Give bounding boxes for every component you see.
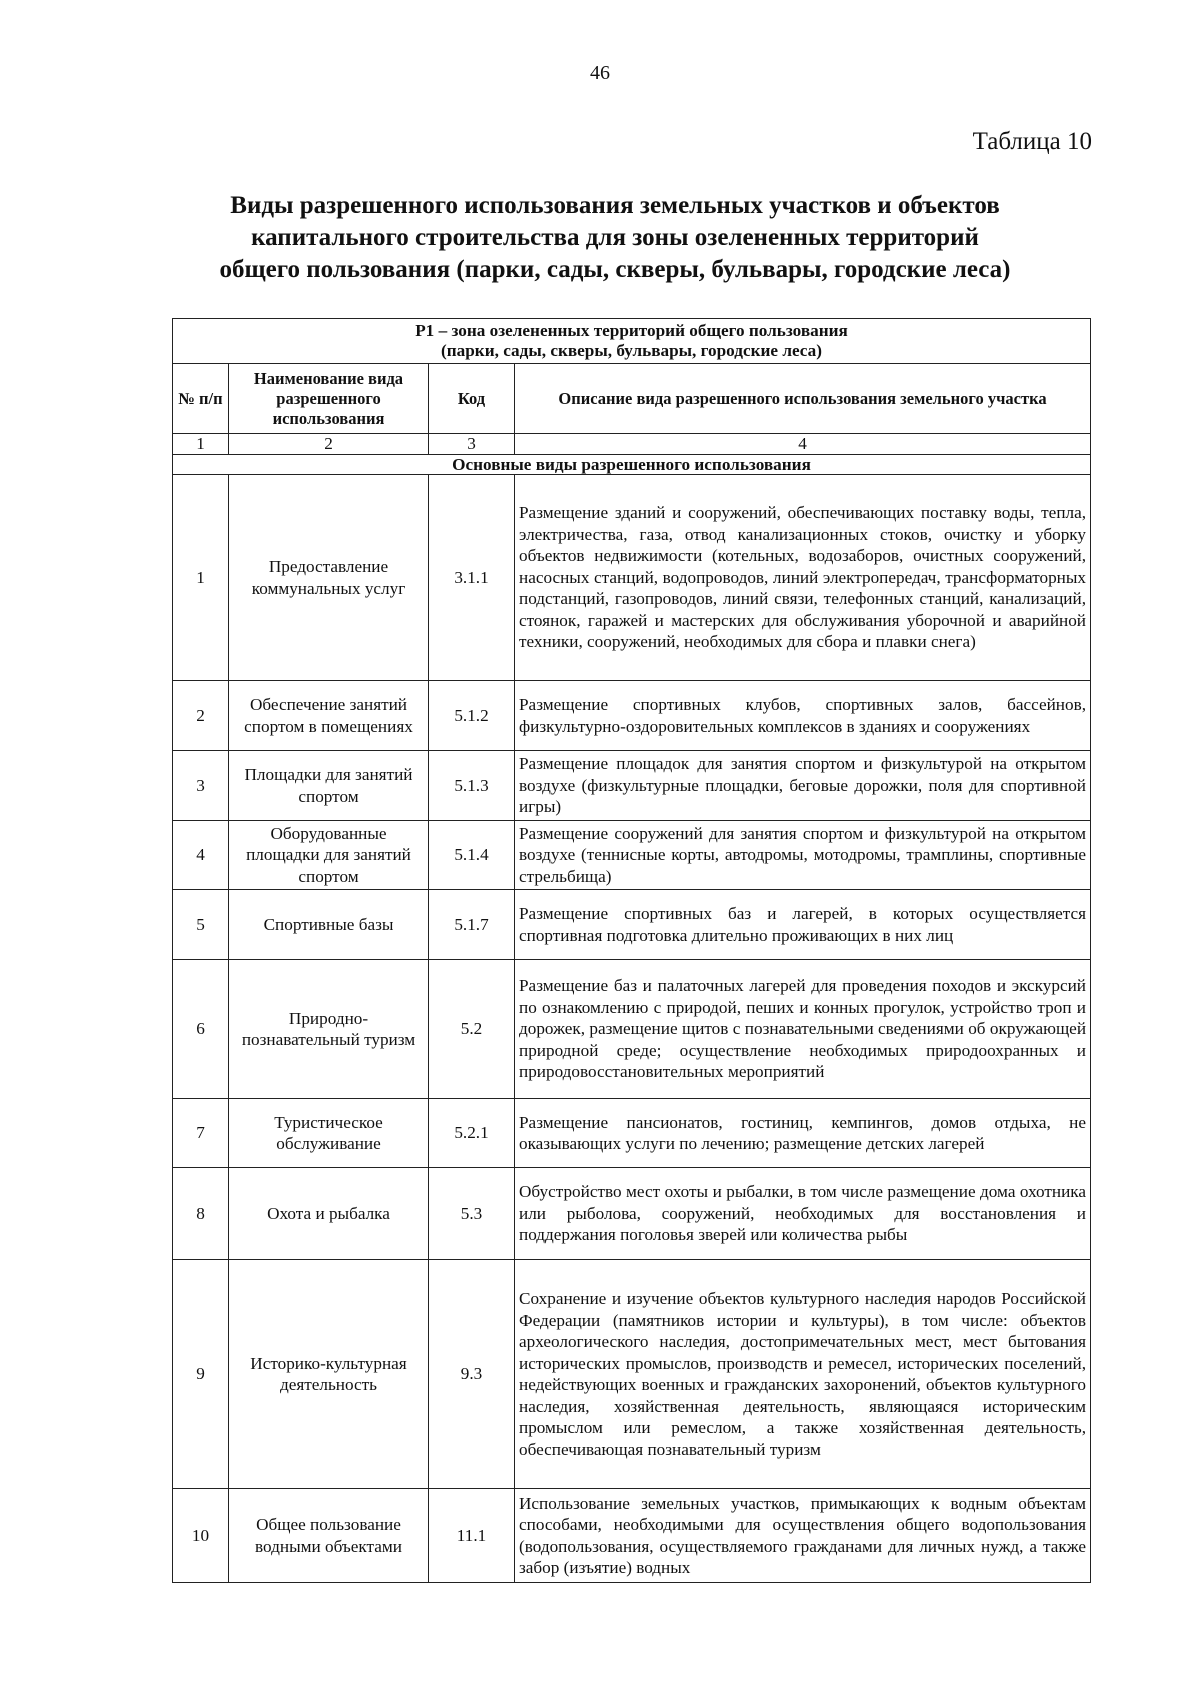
permitted-use-table (172, 318, 1091, 1583)
column-number: 3 (429, 434, 515, 455)
row-number: 3 (173, 751, 229, 821)
use-description: Размещение сооружений для занятия спортом и физкультурой на открытом воздухе (теннисные корты, автодромы, мотодромы, трамплины, спортивные стрельбища) (515, 821, 1091, 890)
use-code: 5.2 (429, 960, 515, 1099)
table-row (173, 960, 1091, 1099)
use-description: Размещение спортивных клубов, спортивных залов, бассейнов, физкультурно-оздоровительных комплексов в зданиях и сооружениях (515, 681, 1091, 751)
table-row (173, 751, 1091, 821)
use-code: 5.1.3 (429, 751, 515, 821)
use-name: Площадки для занятий спортом (229, 751, 429, 821)
use-description: Размещение площадок для занятия спортом и физкультурой на открытом воздухе (физкультурные площадки, беговые дорожки, поля для спортивной игры) (515, 751, 1091, 821)
use-description: Размещение зданий и сооружений, обеспечивающих поставку воды, тепла, электричества, газа, отвод канализационных стоков, очистку и уборку объектов недвижимости (котельных, водозаборов, очистных сооружений, насосных станций, водопроводов, линий электропередач, трансформаторных подстанций, газопроводов, линий связи, телефонных станций, канализаций, стоянок, гаражей и мастерских для обслуживания уборочной и аварийной техники, сооружений, необходимых для сбора и плавки снега) (515, 475, 1091, 681)
column-number: 4 (515, 434, 1091, 455)
use-name: Общее пользование водными объектами (229, 1489, 429, 1583)
table-row (173, 681, 1091, 751)
use-code: 5.2.1 (429, 1099, 515, 1168)
use-code: 11.1 (429, 1489, 515, 1583)
table-caption: Таблица 10 (972, 128, 1092, 155)
table-row (173, 890, 1091, 960)
table-row (173, 1489, 1091, 1583)
use-description: Размещение баз и палаточных лагерей для проведения походов и экскурсий по ознакомлению с природой, пеших и конных прогулок, устройство троп и дорожек, размещение щитов с познавательными сведениями об окружающей природной среде; осуществление необходимых природоохранных и природовосстановительных мероприятий (515, 960, 1091, 1099)
row-number: 9 (173, 1260, 229, 1489)
title-line: общего пользования (парки, сады, скверы, бульвары, городские леса) (219, 256, 1011, 283)
table-row (173, 1260, 1091, 1489)
zone-header (173, 319, 1091, 364)
use-name: Туристическое обслуживание (229, 1099, 429, 1168)
zone-header-line: (парки, сады, скверы, бульвары, городские леса) (441, 341, 822, 360)
use-name: Природно-познавательный туризм (229, 960, 429, 1099)
use-description: Использование земельных участков, примыкающих к водным объектам способами, необходимыми для осуществления общего водопользования (водопользования, осуществляемого гражданами для личных нужд, а также забор (изъятие) водных (515, 1489, 1091, 1583)
table-row (173, 821, 1091, 890)
table-row (173, 1099, 1091, 1168)
use-description: Размещение спортивных баз и лагерей, в которых осуществляется спортивная подготовка длительно проживающих в них лиц (515, 890, 1091, 960)
use-code: 5.3 (429, 1168, 515, 1260)
use-name: Оборудованные площадки для занятий спортом (229, 821, 429, 890)
use-code: 5.1.4 (429, 821, 515, 890)
row-number: 6 (173, 960, 229, 1099)
section-title: Основные виды разрешенного использования (173, 455, 1091, 475)
zone-header-line: Р1 – зона озелененных территорий общего пользования (415, 321, 848, 340)
row-number: 5 (173, 890, 229, 960)
column-header-name: Наименование вида разрешенного использования (229, 364, 429, 434)
use-code: 3.1.1 (429, 475, 515, 681)
use-description: Обустройство мест охоты и рыбалки, в том числе размещение дома охотника или рыболова, сооружений, необходимых для восстановления и поддержания поголовья зверей или количества рыбы (515, 1168, 1091, 1260)
title-line: Виды разрешенного использования земельных участков и объектов (230, 192, 1000, 219)
table-row (173, 1168, 1091, 1260)
title-line: капитального строительства для зоны озелененных территорий (251, 224, 979, 251)
row-number: 7 (173, 1099, 229, 1168)
document-title (150, 190, 1080, 286)
row-number: 2 (173, 681, 229, 751)
column-number: 1 (173, 434, 229, 455)
row-number: 10 (173, 1489, 229, 1583)
use-name: Обеспечение занятий спортом в помещениях (229, 681, 429, 751)
row-number: 4 (173, 821, 229, 890)
use-code: 5.1.2 (429, 681, 515, 751)
row-number: 8 (173, 1168, 229, 1260)
column-number: 2 (229, 434, 429, 455)
use-name: Спортивные базы (229, 890, 429, 960)
column-header-code: Код (429, 364, 515, 434)
use-description: Сохранение и изучение объектов культурного наследия народов Российской Федерации (памятников истории и культуры), в том числе: объектов археологического наследия, достопримечательных мест, мест бытования исторических промыслов, производств и ремесел, исторических поселений, недействующих военных и гражданских захоронений, объектов культурного наследия, хозяйственная деятельность, являющаяся историческим промыслом или ремеслом, а также хозяйственная деятельность, обеспечивающая познавательный туризм (515, 1260, 1091, 1489)
row-number: 1 (173, 475, 229, 681)
use-name: Предоставление коммунальных услуг (229, 475, 429, 681)
use-code: 5.1.7 (429, 890, 515, 960)
use-name: Историко-культурная деятельность (229, 1260, 429, 1489)
column-header-desc: Описание вида разрешенного использования земельного участка (515, 364, 1091, 434)
column-header-num: № п/п (173, 364, 229, 434)
table-row (173, 475, 1091, 681)
page-number: 46 (590, 62, 610, 84)
use-name: Охота и рыбалка (229, 1168, 429, 1260)
use-description: Размещение пансионатов, гостиниц, кемпингов, домов отдыха, не оказывающих услуги по лечению; размещение детских лагерей (515, 1099, 1091, 1168)
use-code: 9.3 (429, 1260, 515, 1489)
